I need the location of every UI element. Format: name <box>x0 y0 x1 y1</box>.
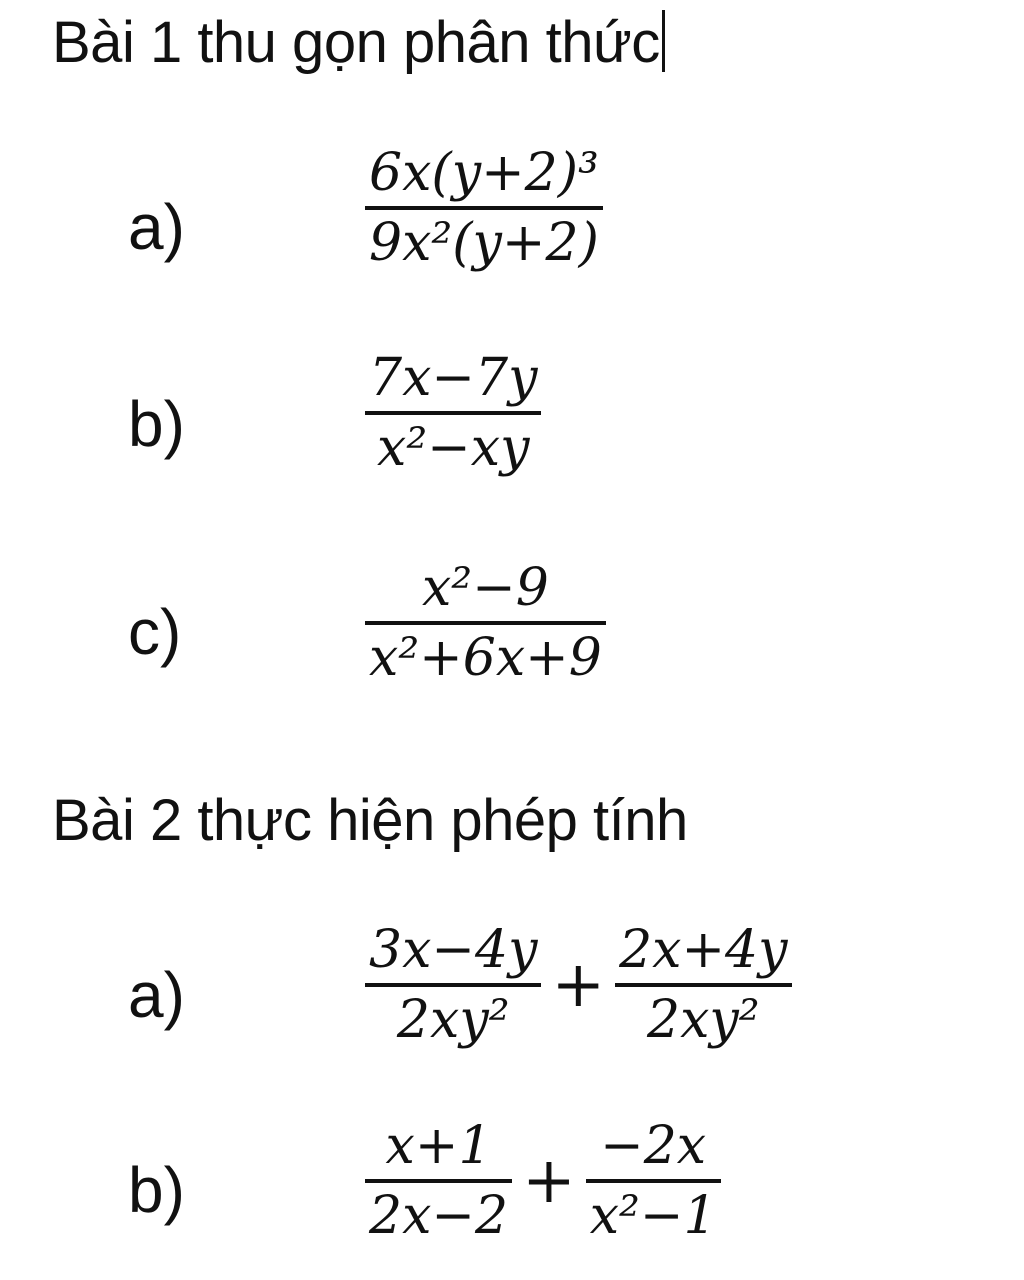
numerator: 2x+4y <box>619 920 788 980</box>
exercise-1a-expression <box>365 140 603 276</box>
exercise-1-heading <box>52 10 665 75</box>
fraction <box>365 140 603 276</box>
denominator: x²+6x+9 <box>369 628 602 688</box>
fraction-right <box>586 1113 721 1249</box>
exercise-1-title: Bài 1 thu gọn phân thức <box>52 10 660 75</box>
plus-operator: + <box>522 1144 576 1218</box>
plus-operator: + <box>551 948 606 1022</box>
denominator: 2xy² <box>396 990 510 1050</box>
numerator: 6x(y+2)³ <box>369 143 599 203</box>
exercise-1c-expression <box>365 555 606 691</box>
exercise-2a-label: a) <box>128 959 185 1031</box>
denominator: 2x−2 <box>369 1186 509 1246</box>
text-cursor <box>662 10 665 72</box>
numerator: x²−9 <box>421 558 549 618</box>
exercise-2b-expression <box>365 1113 721 1249</box>
fraction-right <box>615 917 791 1053</box>
denominator: x²−xy <box>377 418 530 478</box>
exercise-1a-label: a) <box>128 191 185 263</box>
numerator: 7x−7y <box>369 348 538 408</box>
fraction <box>365 555 606 691</box>
exercise-1b-expression <box>365 345 541 481</box>
fraction-left <box>365 1113 512 1249</box>
denominator: x²−1 <box>589 1186 717 1246</box>
denominator: 9x²(y+2) <box>369 213 599 273</box>
exercise-2a-expression <box>365 917 792 1053</box>
numerator: −2x <box>600 1116 707 1176</box>
exercise-1b-label: b) <box>128 388 185 460</box>
exercise-2b-label: b) <box>128 1154 185 1226</box>
denominator: 2xy² <box>646 990 760 1050</box>
fraction <box>365 345 541 481</box>
exercise-2-heading <box>52 788 688 853</box>
exercise-2-title: Bài 2 thực hiện phép tính <box>52 788 688 853</box>
numerator: x+1 <box>385 1116 492 1176</box>
numerator: 3x−4y <box>369 920 538 980</box>
fraction-left <box>365 917 541 1053</box>
exercise-1c-label: c) <box>128 596 182 668</box>
